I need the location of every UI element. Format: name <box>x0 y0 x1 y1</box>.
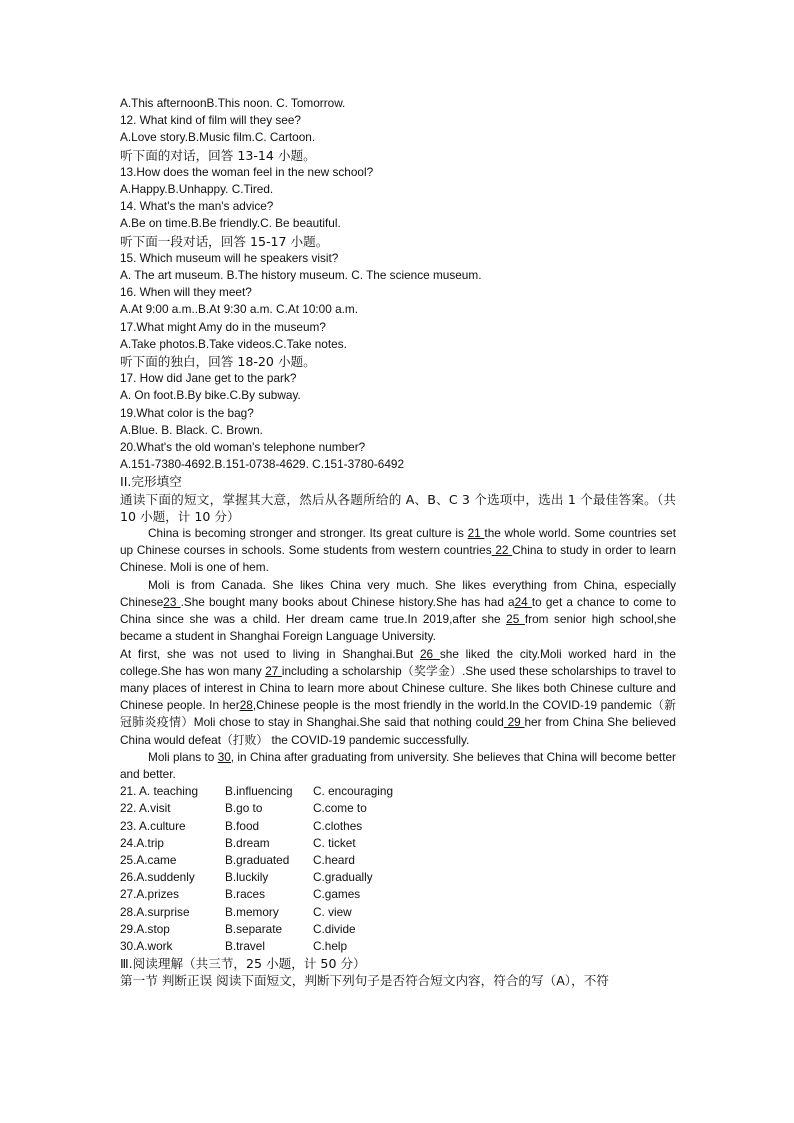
option-c: C.help <box>313 938 348 953</box>
passage-text: Moli is from Canada. She likes China very much. She likes everything from China, especially Chinese <box>120 577 676 609</box>
passage-text: At first, she was not used to living in Shanghai.But <box>120 646 420 661</box>
option-c: C. view <box>313 904 352 919</box>
option-b: B.travel <box>225 938 265 953</box>
passage-paragraph-1 <box>120 525 676 577</box>
blank-29: 29 <box>503 715 525 730</box>
blank-23: 23 <box>163 594 181 609</box>
blank-25: 25 <box>506 612 525 627</box>
listening-line: 14. What's the man's advice? <box>120 199 274 214</box>
option-c: C.games <box>313 887 361 902</box>
listening-line: 16. When will they meet? <box>120 285 252 300</box>
option-b: B.luckily <box>225 870 269 885</box>
option-row <box>120 800 676 817</box>
passage-text: in China after graduating from university. She believes that China will become better and better. <box>120 749 676 781</box>
option-row <box>120 886 676 903</box>
option-a: 27.A.prizes <box>120 887 180 902</box>
passage-paragraph-4 <box>120 749 676 783</box>
option-b: B.food <box>225 818 260 833</box>
listening-line: 19.What color is the bag? <box>120 405 254 420</box>
passage-paragraph-3 <box>120 646 676 749</box>
exam-content <box>120 95 676 990</box>
option-a: 28.A.surprise <box>120 904 190 919</box>
listening-line: A. On foot.B.By bike.C.By subway. <box>120 388 301 403</box>
listening-line: 13.How does the woman feel in the new school? <box>120 164 374 179</box>
listening-line: A.Take photos.B.Take videos.C.Take notes. <box>120 336 347 351</box>
listening-line: A.Be on time.B.Be friendly.C. Be beautiful. <box>120 216 341 231</box>
passage-text: ,Chinese people is the most friendly in the world.In the COVID-19 pandemic（新冠肺炎疫情）Moli chose to stay in Shanghai.She said that nothing could <box>120 698 676 730</box>
passage-paragraph-2 <box>120 577 676 646</box>
option-b: B.influencing <box>225 784 293 799</box>
blank-27: 27 <box>265 663 282 678</box>
blank-24: 24 <box>514 594 532 609</box>
option-a: 22. A.visit <box>120 801 171 816</box>
listening-line: A.This afternoonB.This noon. C. Tomorrow. <box>120 96 346 110</box>
option-c: C.divide <box>313 921 356 936</box>
option-b: B.graduated <box>225 852 290 867</box>
blank-21: 21 <box>467 526 485 541</box>
option-row <box>120 938 676 955</box>
option-a: 25.A.came <box>120 852 177 867</box>
option-a: 30.A.work <box>120 938 173 953</box>
option-c: C.heard <box>313 852 355 867</box>
reading-instruction: 第一节 判断正误 阅读下面短文，判断下列句子是否符合短文内容，符合的写（A），不符 <box>120 973 609 989</box>
option-a: 24.A.trip <box>120 835 164 850</box>
option-row <box>120 818 676 835</box>
blank-22: 22 <box>491 543 513 558</box>
option-row <box>120 783 676 800</box>
listening-instruction: 听下面的独白，回答 18-20 小题。 <box>120 354 316 370</box>
option-c: C. ticket <box>313 835 356 850</box>
option-b: B.races <box>225 887 265 902</box>
passage-text: including a scholarship（奖学金）.She used these scholarships to travel to many places of interest in China to learn more about Chinese culture. She likes both Chinese culture and Chinese people. In her <box>120 663 676 713</box>
option-b: B.go to <box>225 801 263 816</box>
passage-text: from senior high school,she became a student in Shanghai Foreign Language University. <box>120 612 677 644</box>
listening-line: 20.What's the old woman's telephone number? <box>120 440 366 455</box>
passage-text: the whole world. Some countries set up Chinese courses in schools. Some students from western countries <box>120 526 677 558</box>
passage-text: .She bought many books about Chinese history.She has had a <box>180 594 515 609</box>
blank-26: 26 <box>419 646 440 661</box>
option-a: 29.A.stop <box>120 921 170 936</box>
passage-text: she liked the city.Moli worked hard in the college.She has won many <box>120 646 676 678</box>
listening-line: A.At 9:00 a.m..B.At 9:30 a.m. C.At 10:00 a.m. <box>120 302 359 317</box>
listening-line: 17.What might Amy do in the museum? <box>120 319 326 334</box>
option-row <box>120 869 676 886</box>
passage-text: her from China She believed China would defeat（打败） the COVID-19 pandemic successfully. <box>120 715 676 747</box>
listening-line: A.Love story.B.Music film.C. Cartoon. <box>120 130 316 145</box>
blank-28: 28 <box>239 698 253 713</box>
listening-section <box>120 95 676 473</box>
option-c: C.clothes <box>313 818 363 833</box>
passage-text: to get a chance to come to China since she was a child. Her dream came true.In 2019,after she <box>120 594 677 627</box>
reading-section-title: Ⅲ.阅读理解（共三节，25 小题，计 50 分） <box>120 956 366 972</box>
passage-text: Moli plans to <box>148 749 218 764</box>
passage-text: China to study in order to learn Chinese. Moli is one of hem. <box>120 543 676 575</box>
cloze-section-title: II.完形填空 <box>120 474 182 490</box>
option-a: 23. A.culture <box>120 818 186 833</box>
option-a: 26.A.suddenly <box>120 870 195 885</box>
listening-line: A.Blue. B. Black. C. Brown. <box>120 422 263 437</box>
option-row <box>120 921 676 938</box>
option-b: B.dream <box>225 835 270 850</box>
option-row <box>120 904 676 921</box>
listening-line: A.Happy.B.Unhappy. C.Tired. <box>120 182 274 197</box>
passage-text: China is becoming stronger and stronger. Its great culture is <box>148 526 468 541</box>
cloze-options <box>120 783 676 955</box>
blank-30: 30, <box>217 749 235 764</box>
listening-line: 12. What kind of film will they see? <box>120 113 301 128</box>
option-b: B.memory <box>225 904 279 919</box>
listening-line: A. The art museum. B.The history museum. C. The science museum. <box>120 268 482 283</box>
option-row <box>120 852 676 869</box>
listening-line: 17. How did Jane get to the park? <box>120 371 297 386</box>
option-c: C. encouraging <box>313 784 394 799</box>
option-b: B.separate <box>225 921 283 936</box>
listening-line: A.151-7380-4692.B.151-0738-4629. C.151-3780-6492 <box>120 457 405 472</box>
option-c: C.come to <box>313 801 367 816</box>
listening-instruction: 听下面一段对话，回答 15-17 小题。 <box>120 233 329 249</box>
listening-line: 15. Which museum will he speakers visit? <box>120 250 339 265</box>
option-a: 21. A. teaching <box>120 784 199 799</box>
cloze-instruction: 通读下面的短文，掌握其大意，然后从各题所给的 A、B、C 3 个选项中，选出 1 个最佳答案。（共 10 小题，计 10 分） <box>120 491 676 524</box>
option-row <box>120 835 676 852</box>
listening-instruction: 听下面的对话，回答 13-14 小题。 <box>120 147 316 163</box>
option-c: C.gradually <box>313 870 373 885</box>
